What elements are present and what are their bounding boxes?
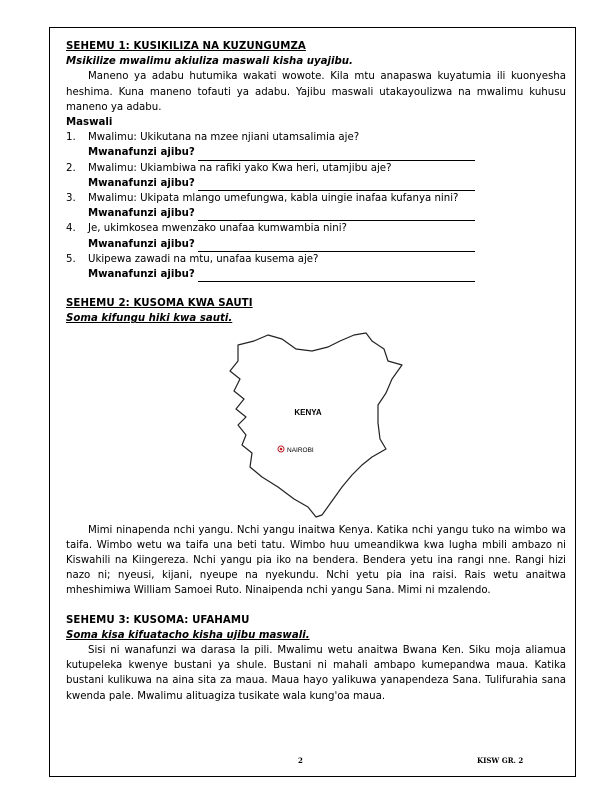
section2-paragraph: Mimi ninapenda nchi yangu. Nchi yangu inaitwa Kenya. Katika nchi yangu tuko na wimbo wa taifa. Wimbo wetu wa taifa una beti tatu. Wimbo huu umeandikwa kwa lugha mbili ambazo ni Kiswahili na Kiingereza. Nchi yangu pia iko na bendera. Bendera yetu ina rangi nne. Rangi hizi nazo ni; nyeusi, kijani, nyeupe na nyekundu. Nchi yetu pia ina raisi. Rais wetu anaitwa mheshimiwa William Samoei Ruto. Ninaipenda nchi yangu Sana. Mimi ni mzalendo. bbox=[66, 524, 566, 597]
answer-line[interactable] bbox=[198, 209, 475, 221]
questions-title: Maswali bbox=[66, 117, 113, 129]
question-number: 2. bbox=[66, 162, 76, 174]
answer-label: Mwanafunzi ajibu? bbox=[88, 147, 195, 159]
answer-label: Mwanafunzi ajibu? bbox=[88, 177, 195, 189]
kenya-map-outline bbox=[216, 331, 416, 521]
section3-instruction: Soma kisa kifuatacho kisha ujibu maswali. bbox=[66, 629, 310, 641]
question-item bbox=[66, 191, 566, 221]
question-list bbox=[66, 130, 566, 282]
kenya-map bbox=[66, 331, 566, 521]
worksheet-content bbox=[66, 39, 566, 704]
page-number: 2 bbox=[298, 756, 303, 765]
question-number: 1. bbox=[66, 132, 76, 144]
country-label: KENYA bbox=[294, 407, 322, 417]
kenya-border-shape bbox=[230, 333, 402, 517]
section2-heading: SEHEMU 2: KUSOMA KWA SAUTI bbox=[66, 298, 253, 310]
question-item bbox=[66, 161, 566, 191]
question-item bbox=[66, 252, 566, 282]
question-text: Ukipewa zawadi na mtu, unafaa kusema aje? bbox=[88, 253, 319, 265]
question-text: Je, ukimkosea mwenzako unafaa kumwambia nini? bbox=[88, 223, 347, 235]
answer-line[interactable] bbox=[198, 270, 475, 282]
question-number: 3. bbox=[66, 193, 76, 205]
capital-marker-dot-icon bbox=[280, 447, 283, 450]
question-text: Mwalimu: Ukiambiwa na rafiki yako Kwa heri, utamjibu aje? bbox=[88, 162, 392, 174]
section1-instruction: Msikilize mwalimu akiuliza maswali kisha uyajibu. bbox=[66, 56, 353, 68]
answer-label: Mwanafunzi ajibu? bbox=[88, 269, 195, 281]
question-number: 5. bbox=[66, 253, 76, 265]
section1-heading: SEHEMU 1: KUSIKILIZA NA KUZUNGUMZA bbox=[66, 41, 306, 52]
question-text: Mwalimu: Ukikutana na mzee njiani utamsalimia aje? bbox=[88, 132, 360, 144]
section2-instruction: Soma kifungu hiki kwa sauti. bbox=[66, 313, 233, 325]
answer-label: Mwanafunzi ajibu? bbox=[88, 238, 195, 250]
section3-paragraph: Sisi ni wanafunzi wa darasa la pili. Mwalimu wetu anaitwa Bwana Ken. Siku moja aliamua kutupeleka kwenye bustani ya shule. Bustani ni mahali ambapo kumepandwa maua. Katika bustani kulikuwa na aina sita za maua. Maua hayo yalikuwa yanapendeza Sana. Tulifurahia sana kwenda pale. Mwalimu alituagiza tusikate wala kung'oa maua. bbox=[66, 645, 566, 702]
answer-line[interactable] bbox=[198, 179, 475, 191]
answer-label: Mwanafunzi ajibu? bbox=[88, 208, 195, 220]
question-item bbox=[66, 221, 566, 251]
capital-label: NAIROBI bbox=[287, 446, 314, 454]
question-text: Mwalimu: Ukipata mlango umefungwa, kabla uingie inafaa kufanya nini? bbox=[88, 193, 459, 205]
section3-heading: SEHEMU 3: KUSOMA: UFAHAMU bbox=[66, 614, 250, 626]
answer-line[interactable] bbox=[198, 240, 475, 252]
question-number: 4. bbox=[66, 223, 76, 235]
section1-paragraph: Maneno ya adabu hutumika wakati wowote. Kila mtu anapaswa kuyatumia ili kuonyesha heshima. Kuna maneno tofauti ya adabu. Yajibu maswali utakayoulizwa na mwalimu kuhusu maneno ya adabu. bbox=[66, 71, 566, 113]
document-code: KISW GR. 2 bbox=[477, 756, 524, 765]
question-item bbox=[66, 130, 566, 160]
answer-line[interactable] bbox=[198, 149, 475, 161]
